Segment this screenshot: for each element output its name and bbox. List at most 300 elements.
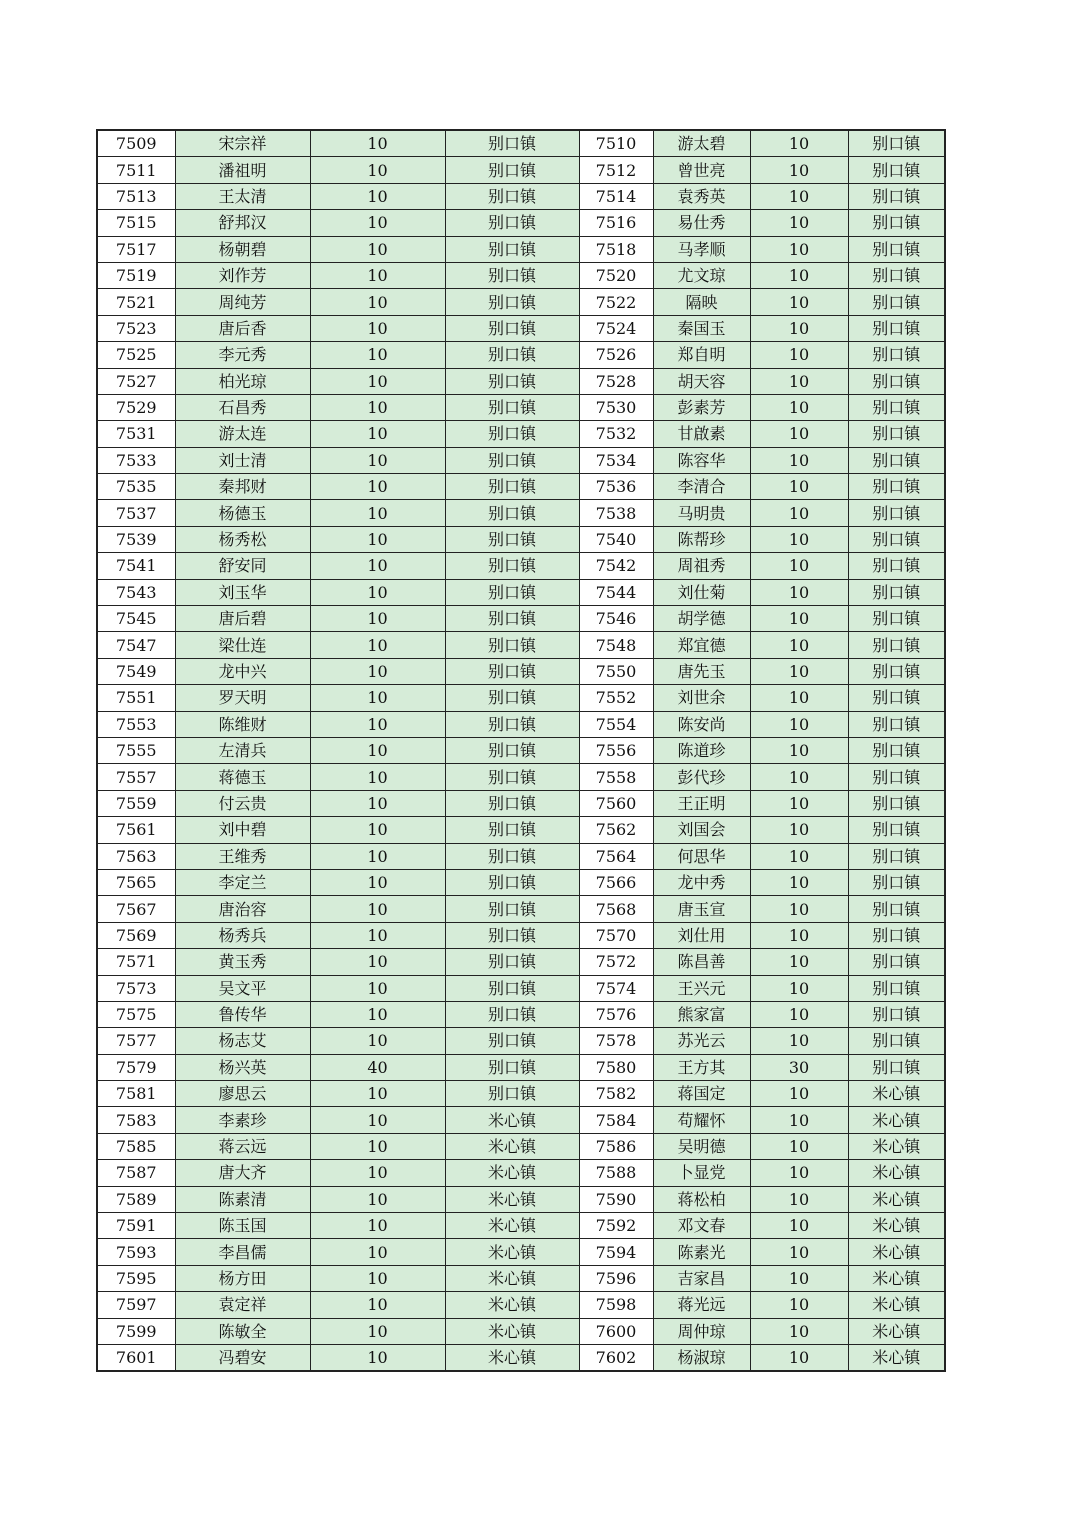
- town-cell: 别口镇: [848, 869, 945, 895]
- amount-cell: 10: [310, 1239, 445, 1265]
- record-id-cell: 7551: [97, 685, 175, 711]
- table-row: [97, 474, 945, 500]
- table-row: [97, 922, 945, 948]
- town-cell: 米心镇: [445, 1133, 579, 1159]
- table-row: [97, 1213, 945, 1239]
- amount-cell: 10: [310, 210, 445, 236]
- name-cell: 李定兰: [175, 869, 310, 895]
- name-cell: 陈维财: [175, 711, 310, 737]
- town-cell: 米心镇: [445, 1239, 579, 1265]
- record-id-cell: 7589: [97, 1186, 175, 1212]
- name-cell: 马孝顺: [653, 236, 750, 262]
- amount-cell: 10: [750, 1001, 848, 1027]
- name-cell: 易仕秀: [653, 210, 750, 236]
- amount-cell: 10: [310, 1318, 445, 1344]
- name-cell: 卜显党: [653, 1160, 750, 1186]
- amount-cell: 10: [310, 922, 445, 948]
- name-cell: 刘玉华: [175, 579, 310, 605]
- record-id-cell: 7593: [97, 1239, 175, 1265]
- amount-cell: 10: [310, 262, 445, 288]
- record-id-cell: 7572: [579, 949, 653, 975]
- table-row: [97, 368, 945, 394]
- table-row: [97, 764, 945, 790]
- record-id-cell: 7530: [579, 394, 653, 420]
- record-id-cell: 7554: [579, 711, 653, 737]
- town-cell: 别口镇: [848, 685, 945, 711]
- record-id-cell: 7523: [97, 315, 175, 341]
- record-id-cell: 7595: [97, 1265, 175, 1291]
- name-cell: 袁秀英: [653, 183, 750, 209]
- town-cell: 别口镇: [445, 1081, 579, 1107]
- record-id-cell: 7592: [579, 1213, 653, 1239]
- name-cell: 陈素光: [653, 1239, 750, 1265]
- name-cell: 熊家富: [653, 1001, 750, 1027]
- record-id-cell: 7524: [579, 315, 653, 341]
- table-row: [97, 447, 945, 473]
- name-cell: 杨方田: [175, 1265, 310, 1291]
- town-cell: 别口镇: [848, 843, 945, 869]
- table-row: [97, 1081, 945, 1107]
- name-cell: 吉家昌: [653, 1265, 750, 1291]
- town-cell: 别口镇: [848, 210, 945, 236]
- amount-cell: 10: [310, 553, 445, 579]
- town-cell: 别口镇: [848, 737, 945, 763]
- amount-cell: 10: [310, 1133, 445, 1159]
- amount-cell: 10: [750, 421, 848, 447]
- record-id-cell: 7544: [579, 579, 653, 605]
- amount-cell: 10: [750, 236, 848, 262]
- town-cell: 别口镇: [445, 368, 579, 394]
- amount-cell: 10: [750, 975, 848, 1001]
- name-cell: 梁仕连: [175, 632, 310, 658]
- town-cell: 别口镇: [445, 526, 579, 552]
- town-cell: 别口镇: [848, 817, 945, 843]
- amount-cell: 10: [310, 474, 445, 500]
- name-cell: 周祖秀: [653, 553, 750, 579]
- town-cell: 别口镇: [848, 342, 945, 368]
- name-cell: 宋宗祥: [175, 130, 310, 157]
- name-cell: 唐后碧: [175, 606, 310, 632]
- table-row: [97, 210, 945, 236]
- town-cell: 别口镇: [445, 711, 579, 737]
- name-cell: 胡天容: [653, 368, 750, 394]
- name-cell: 杨兴英: [175, 1054, 310, 1080]
- amount-cell: 10: [310, 579, 445, 605]
- town-cell: 别口镇: [848, 130, 945, 157]
- table-row: [97, 685, 945, 711]
- name-cell: 李清合: [653, 474, 750, 500]
- table-row: [97, 711, 945, 737]
- town-cell: 别口镇: [848, 421, 945, 447]
- name-cell: 王方其: [653, 1054, 750, 1080]
- name-cell: 郑宜德: [653, 632, 750, 658]
- name-cell: 唐治容: [175, 896, 310, 922]
- name-cell: 王兴元: [653, 975, 750, 1001]
- amount-cell: 10: [310, 394, 445, 420]
- record-id-cell: 7510: [579, 130, 653, 157]
- amount-cell: 10: [750, 817, 848, 843]
- record-id-cell: 7562: [579, 817, 653, 843]
- town-cell: 别口镇: [848, 183, 945, 209]
- amount-cell: 10: [750, 896, 848, 922]
- name-cell: 蒋光远: [653, 1292, 750, 1318]
- table-row: [97, 1028, 945, 1054]
- name-cell: 石昌秀: [175, 394, 310, 420]
- record-id-cell: 7591: [97, 1213, 175, 1239]
- name-cell: 彭素芳: [653, 394, 750, 420]
- record-id-cell: 7528: [579, 368, 653, 394]
- amount-cell: 10: [750, 342, 848, 368]
- record-id-cell: 7602: [579, 1344, 653, 1371]
- amount-cell: 10: [750, 658, 848, 684]
- amount-cell: 10: [310, 949, 445, 975]
- town-cell: 别口镇: [445, 606, 579, 632]
- amount-cell: 10: [750, 157, 848, 183]
- name-cell: 龙中秀: [653, 869, 750, 895]
- record-id-cell: 7575: [97, 1001, 175, 1027]
- record-id-cell: 7512: [579, 157, 653, 183]
- town-cell: 别口镇: [848, 553, 945, 579]
- name-cell: 秦国玉: [653, 315, 750, 341]
- record-id-cell: 7579: [97, 1054, 175, 1080]
- town-cell: 别口镇: [848, 632, 945, 658]
- name-cell: 李元秀: [175, 342, 310, 368]
- amount-cell: 10: [750, 632, 848, 658]
- name-cell: 蒋德玉: [175, 764, 310, 790]
- town-cell: 别口镇: [848, 315, 945, 341]
- table-row: [97, 421, 945, 447]
- record-id-cell: 7526: [579, 342, 653, 368]
- name-cell: 王维秀: [175, 843, 310, 869]
- name-cell: 蒋国定: [653, 1081, 750, 1107]
- record-id-cell: 7536: [579, 474, 653, 500]
- town-cell: 别口镇: [445, 949, 579, 975]
- record-id-cell: 7581: [97, 1081, 175, 1107]
- name-cell: 游太连: [175, 421, 310, 447]
- name-cell: 尤文琼: [653, 262, 750, 288]
- table-row: [97, 342, 945, 368]
- town-cell: 别口镇: [445, 474, 579, 500]
- amount-cell: 10: [750, 869, 848, 895]
- amount-cell: 10: [750, 394, 848, 420]
- name-cell: 陈玉国: [175, 1213, 310, 1239]
- record-id-cell: 7545: [97, 606, 175, 632]
- record-id-cell: 7549: [97, 658, 175, 684]
- name-cell: 陈素清: [175, 1186, 310, 1212]
- name-cell: 吴明德: [653, 1133, 750, 1159]
- town-cell: 米心镇: [848, 1213, 945, 1239]
- amount-cell: 10: [750, 210, 848, 236]
- amount-cell: 10: [750, 579, 848, 605]
- name-cell: 马明贵: [653, 500, 750, 526]
- record-id-cell: 7600: [579, 1318, 653, 1344]
- name-cell: 潘祖明: [175, 157, 310, 183]
- record-id-cell: 7567: [97, 896, 175, 922]
- table-row: [97, 130, 945, 157]
- record-id-cell: 7597: [97, 1292, 175, 1318]
- town-cell: 米心镇: [445, 1160, 579, 1186]
- record-id-cell: 7518: [579, 236, 653, 262]
- roster-table: [96, 129, 946, 1372]
- amount-cell: 10: [310, 790, 445, 816]
- name-cell: 苟耀怀: [653, 1107, 750, 1133]
- town-cell: 别口镇: [445, 764, 579, 790]
- amount-cell: 10: [750, 922, 848, 948]
- record-id-cell: 7509: [97, 130, 175, 157]
- table-row: [97, 658, 945, 684]
- name-cell: 李昌儒: [175, 1239, 310, 1265]
- town-cell: 米心镇: [445, 1318, 579, 1344]
- name-cell: 陈敏全: [175, 1318, 310, 1344]
- town-cell: 米心镇: [445, 1265, 579, 1291]
- town-cell: 米心镇: [445, 1213, 579, 1239]
- record-id-cell: 7596: [579, 1265, 653, 1291]
- amount-cell: 10: [310, 157, 445, 183]
- record-id-cell: 7556: [579, 737, 653, 763]
- town-cell: 米心镇: [445, 1186, 579, 1212]
- town-cell: 别口镇: [848, 289, 945, 315]
- table-row: [97, 262, 945, 288]
- record-id-cell: 7598: [579, 1292, 653, 1318]
- town-cell: 别口镇: [445, 817, 579, 843]
- name-cell: 蒋松柏: [653, 1186, 750, 1212]
- amount-cell: 10: [750, 790, 848, 816]
- table-row: [97, 1054, 945, 1080]
- amount-cell: 10: [310, 447, 445, 473]
- town-cell: 别口镇: [848, 606, 945, 632]
- record-id-cell: 7559: [97, 790, 175, 816]
- amount-cell: 10: [310, 685, 445, 711]
- town-cell: 别口镇: [445, 447, 579, 473]
- name-cell: 刘仕菊: [653, 579, 750, 605]
- amount-cell: 10: [310, 1292, 445, 1318]
- table-row: [97, 236, 945, 262]
- record-id-cell: 7539: [97, 526, 175, 552]
- amount-cell: 10: [310, 1081, 445, 1107]
- amount-cell: 10: [750, 183, 848, 209]
- amount-cell: 10: [310, 315, 445, 341]
- record-id-cell: 7553: [97, 711, 175, 737]
- record-id-cell: 7515: [97, 210, 175, 236]
- table-row: [97, 1001, 945, 1027]
- table-row: [97, 1292, 945, 1318]
- record-id-cell: 7522: [579, 289, 653, 315]
- name-cell: 陈容华: [653, 447, 750, 473]
- name-cell: 杨德玉: [175, 500, 310, 526]
- town-cell: 别口镇: [445, 315, 579, 341]
- record-id-cell: 7537: [97, 500, 175, 526]
- record-id-cell: 7563: [97, 843, 175, 869]
- table-row: [97, 1265, 945, 1291]
- town-cell: 别口镇: [445, 289, 579, 315]
- record-id-cell: 7564: [579, 843, 653, 869]
- name-cell: 左清兵: [175, 737, 310, 763]
- amount-cell: 10: [310, 368, 445, 394]
- amount-cell: 10: [750, 315, 848, 341]
- table-row: [97, 1318, 945, 1344]
- name-cell: 陈道珍: [653, 737, 750, 763]
- amount-cell: 10: [310, 1186, 445, 1212]
- name-cell: 彭代珍: [653, 764, 750, 790]
- record-id-cell: 7558: [579, 764, 653, 790]
- amount-cell: 10: [750, 1292, 848, 1318]
- name-cell: 秦邦财: [175, 474, 310, 500]
- amount-cell: 10: [750, 1186, 848, 1212]
- town-cell: 别口镇: [848, 658, 945, 684]
- town-cell: 别口镇: [445, 658, 579, 684]
- record-id-cell: 7542: [579, 553, 653, 579]
- table-row: [97, 843, 945, 869]
- name-cell: 刘国会: [653, 817, 750, 843]
- name-cell: 刘士清: [175, 447, 310, 473]
- record-id-cell: 7601: [97, 1344, 175, 1371]
- record-id-cell: 7541: [97, 553, 175, 579]
- amount-cell: 40: [310, 1054, 445, 1080]
- name-cell: 付云贵: [175, 790, 310, 816]
- town-cell: 别口镇: [445, 394, 579, 420]
- record-id-cell: 7583: [97, 1107, 175, 1133]
- town-cell: 别口镇: [848, 1001, 945, 1027]
- amount-cell: 10: [750, 553, 848, 579]
- name-cell: 柏光琼: [175, 368, 310, 394]
- name-cell: 舒安同: [175, 553, 310, 579]
- name-cell: 周仲琼: [653, 1318, 750, 1344]
- amount-cell: 10: [750, 843, 848, 869]
- town-cell: 别口镇: [848, 949, 945, 975]
- amount-cell: 10: [310, 843, 445, 869]
- town-cell: 别口镇: [445, 632, 579, 658]
- town-cell: 别口镇: [848, 975, 945, 1001]
- name-cell: 刘作芳: [175, 262, 310, 288]
- town-cell: 米心镇: [445, 1292, 579, 1318]
- town-cell: 别口镇: [445, 975, 579, 1001]
- record-id-cell: 7555: [97, 737, 175, 763]
- town-cell: 别口镇: [848, 157, 945, 183]
- amount-cell: 10: [750, 1318, 848, 1344]
- record-id-cell: 7548: [579, 632, 653, 658]
- name-cell: 苏光云: [653, 1028, 750, 1054]
- town-cell: 别口镇: [445, 500, 579, 526]
- record-id-cell: 7534: [579, 447, 653, 473]
- name-cell: 游太碧: [653, 130, 750, 157]
- amount-cell: 10: [750, 289, 848, 315]
- town-cell: 别口镇: [445, 869, 579, 895]
- record-id-cell: 7590: [579, 1186, 653, 1212]
- name-cell: 吴文平: [175, 975, 310, 1001]
- record-id-cell: 7531: [97, 421, 175, 447]
- table-row: [97, 500, 945, 526]
- name-cell: 杨淑琼: [653, 1344, 750, 1371]
- amount-cell: 10: [750, 1133, 848, 1159]
- roster-table-body: [97, 130, 945, 1371]
- amount-cell: 10: [310, 606, 445, 632]
- amount-cell: 10: [750, 500, 848, 526]
- record-id-cell: 7550: [579, 658, 653, 684]
- table-row: [97, 1344, 945, 1371]
- name-cell: 隔映: [653, 289, 750, 315]
- record-id-cell: 7527: [97, 368, 175, 394]
- town-cell: 别口镇: [445, 685, 579, 711]
- town-cell: 别口镇: [445, 210, 579, 236]
- name-cell: 刘中碧: [175, 817, 310, 843]
- name-cell: 甘啟素: [653, 421, 750, 447]
- amount-cell: 10: [310, 1028, 445, 1054]
- town-cell: 米心镇: [848, 1081, 945, 1107]
- name-cell: 唐后香: [175, 315, 310, 341]
- amount-cell: 10: [310, 658, 445, 684]
- town-cell: 别口镇: [445, 843, 579, 869]
- amount-cell: 10: [310, 342, 445, 368]
- name-cell: 罗天明: [175, 685, 310, 711]
- town-cell: 别口镇: [848, 236, 945, 262]
- town-cell: 别口镇: [848, 394, 945, 420]
- town-cell: 别口镇: [445, 1001, 579, 1027]
- record-id-cell: 7573: [97, 975, 175, 1001]
- amount-cell: 10: [750, 949, 848, 975]
- town-cell: 别口镇: [848, 447, 945, 473]
- name-cell: 王正明: [653, 790, 750, 816]
- record-id-cell: 7580: [579, 1054, 653, 1080]
- town-cell: 别口镇: [445, 157, 579, 183]
- record-id-cell: 7543: [97, 579, 175, 605]
- name-cell: 舒邦汉: [175, 210, 310, 236]
- record-id-cell: 7576: [579, 1001, 653, 1027]
- table-row: [97, 526, 945, 552]
- name-cell: 周纯芳: [175, 289, 310, 315]
- table-row: [97, 896, 945, 922]
- name-cell: 李素珍: [175, 1107, 310, 1133]
- town-cell: 别口镇: [445, 130, 579, 157]
- amount-cell: 10: [750, 1239, 848, 1265]
- record-id-cell: 7561: [97, 817, 175, 843]
- town-cell: 米心镇: [848, 1265, 945, 1291]
- town-cell: 米心镇: [848, 1318, 945, 1344]
- amount-cell: 10: [310, 1344, 445, 1371]
- amount-cell: 10: [750, 474, 848, 500]
- record-id-cell: 7568: [579, 896, 653, 922]
- town-cell: 米心镇: [848, 1344, 945, 1371]
- town-cell: 别口镇: [445, 579, 579, 605]
- amount-cell: 10: [310, 1001, 445, 1027]
- town-cell: 别口镇: [445, 421, 579, 447]
- name-cell: 冯碧安: [175, 1344, 310, 1371]
- table-row: [97, 632, 945, 658]
- town-cell: 别口镇: [848, 368, 945, 394]
- name-cell: 杨秀松: [175, 526, 310, 552]
- table-row: [97, 817, 945, 843]
- amount-cell: 10: [310, 236, 445, 262]
- record-id-cell: 7547: [97, 632, 175, 658]
- table-row: [97, 579, 945, 605]
- table-row: [97, 1107, 945, 1133]
- town-cell: 别口镇: [445, 922, 579, 948]
- name-cell: 杨志艾: [175, 1028, 310, 1054]
- town-cell: 米心镇: [445, 1107, 579, 1133]
- record-id-cell: 7517: [97, 236, 175, 262]
- record-id-cell: 7521: [97, 289, 175, 315]
- name-cell: 唐先玉: [653, 658, 750, 684]
- town-cell: 别口镇: [848, 922, 945, 948]
- town-cell: 别口镇: [848, 1054, 945, 1080]
- table-row: [97, 1160, 945, 1186]
- record-id-cell: 7587: [97, 1160, 175, 1186]
- name-cell: 鲁传华: [175, 1001, 310, 1027]
- town-cell: 别口镇: [445, 737, 579, 763]
- amount-cell: 10: [310, 421, 445, 447]
- name-cell: 龙中兴: [175, 658, 310, 684]
- amount-cell: 10: [750, 262, 848, 288]
- amount-cell: 10: [310, 1213, 445, 1239]
